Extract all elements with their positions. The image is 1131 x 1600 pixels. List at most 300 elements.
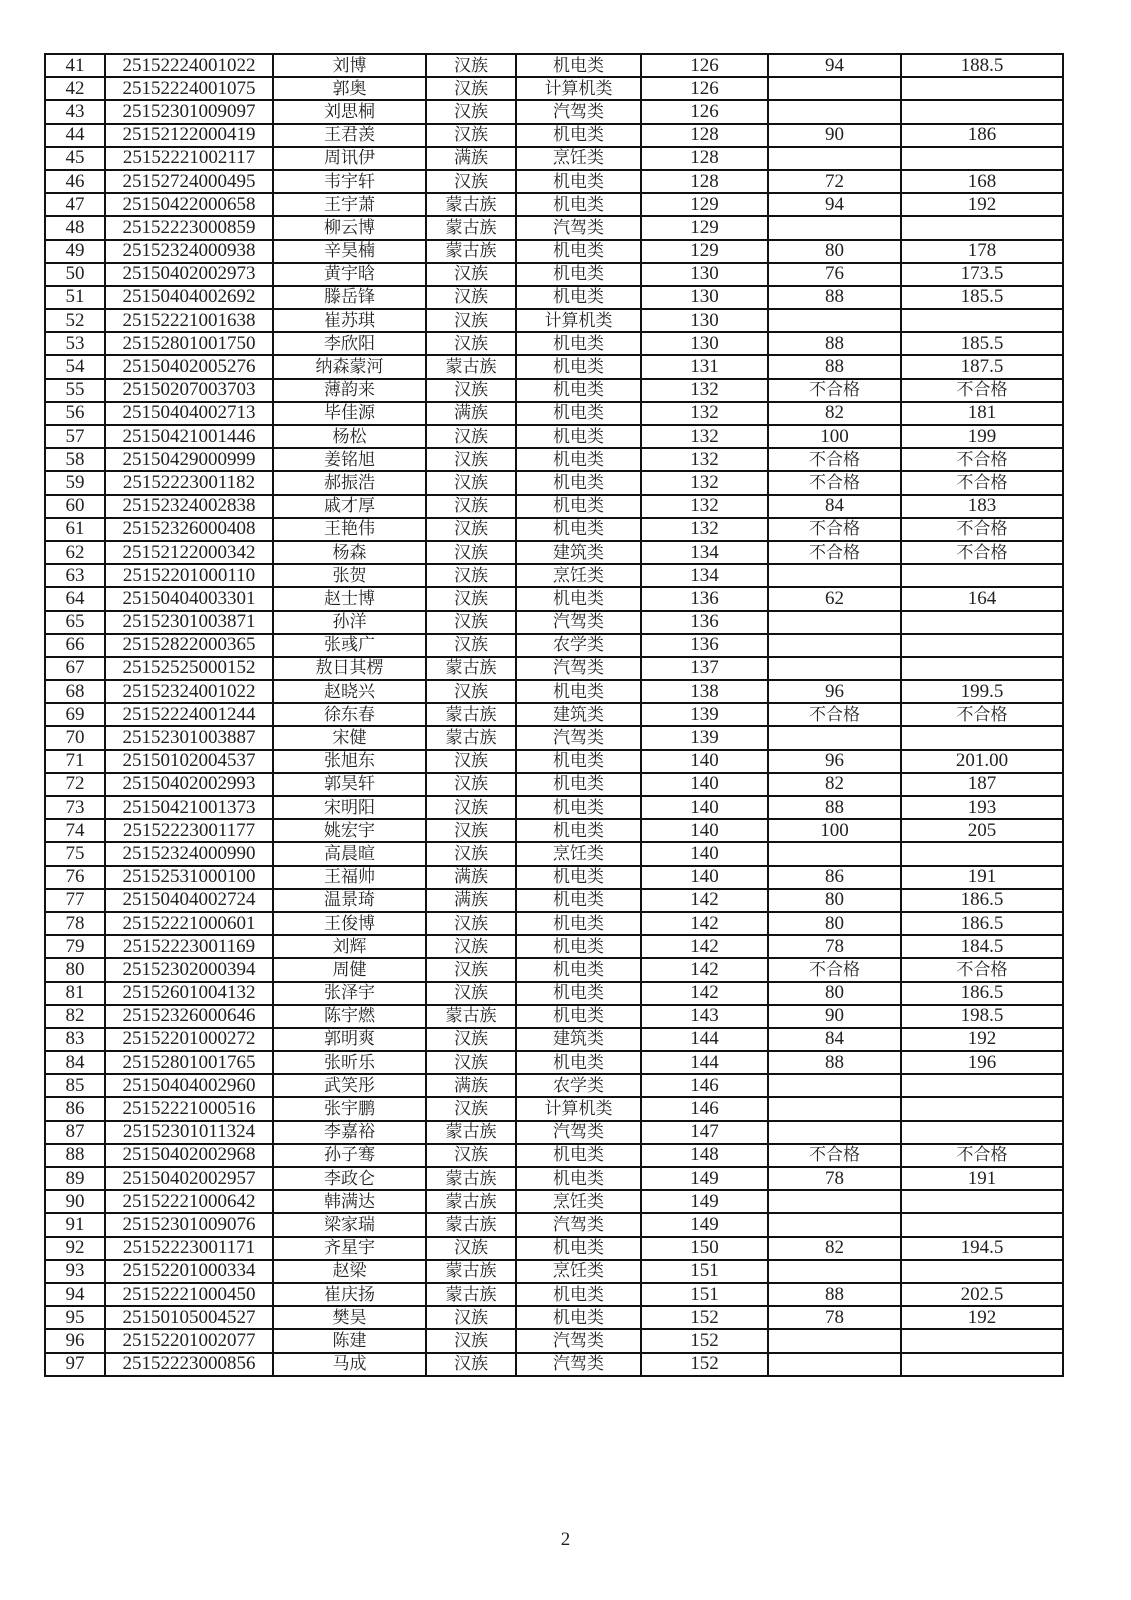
name-cell: 杨森 — [273, 541, 426, 564]
score-cell: 130 — [641, 332, 768, 355]
ethnicity-cell: 汉族 — [426, 773, 516, 796]
name-cell: 孙洋 — [273, 611, 426, 634]
seq-no-cell: 70 — [45, 726, 105, 749]
score-cell: 144 — [641, 1051, 768, 1074]
name-cell: 薄韵来 — [273, 379, 426, 402]
skill-score-cell — [768, 147, 901, 170]
name-cell: 王君羡 — [273, 124, 426, 147]
score-cell: 146 — [641, 1097, 768, 1120]
category-cell: 机电类 — [516, 332, 641, 355]
exam-id-cell: 25150421001446 — [105, 425, 273, 448]
seq-no-cell: 96 — [45, 1329, 105, 1352]
category-cell: 计算机类 — [516, 1097, 641, 1120]
skill-score-cell — [768, 1121, 901, 1144]
table-row — [45, 240, 1063, 263]
name-cell: 赵士博 — [273, 587, 426, 610]
ethnicity-cell: 蒙古族 — [426, 703, 516, 726]
exam-id-cell: 25150402002993 — [105, 773, 273, 796]
total-score-cell: 196 — [901, 1051, 1063, 1074]
score-cell: 140 — [641, 866, 768, 889]
score-cell: 130 — [641, 263, 768, 286]
skill-score-cell: 62 — [768, 587, 901, 610]
seq-no-cell: 67 — [45, 657, 105, 680]
table-row — [45, 1074, 1063, 1097]
table-row — [45, 402, 1063, 425]
exam-id-cell: 25150402005276 — [105, 355, 273, 378]
name-cell: 高晨暄 — [273, 842, 426, 865]
ethnicity-cell: 汉族 — [426, 912, 516, 935]
seq-no-cell: 54 — [45, 355, 105, 378]
seq-no-cell: 42 — [45, 77, 105, 100]
category-cell: 机电类 — [516, 448, 641, 471]
table-row — [45, 518, 1063, 541]
table-row — [45, 773, 1063, 796]
table-row — [45, 541, 1063, 564]
exam-id-cell: 25152324002838 — [105, 495, 273, 518]
category-cell: 机电类 — [516, 1283, 641, 1306]
seq-no-cell: 73 — [45, 796, 105, 819]
table-row — [45, 564, 1063, 587]
exam-id-cell: 25152223000856 — [105, 1353, 273, 1376]
score-cell: 132 — [641, 518, 768, 541]
category-cell: 建筑类 — [516, 1028, 641, 1051]
score-cell: 150 — [641, 1237, 768, 1260]
name-cell: 郭明爽 — [273, 1028, 426, 1051]
total-score-cell: 164 — [901, 587, 1063, 610]
name-cell: 姚宏宇 — [273, 819, 426, 842]
skill-score-cell: 80 — [768, 889, 901, 912]
score-cell: 143 — [641, 1005, 768, 1028]
seq-no-cell: 41 — [45, 54, 105, 77]
name-cell: 赵梁 — [273, 1260, 426, 1283]
table-row — [45, 1167, 1063, 1190]
skill-score-cell: 不合格 — [768, 379, 901, 402]
seq-no-cell: 68 — [45, 680, 105, 703]
name-cell: 敖日其楞 — [273, 657, 426, 680]
skill-score-cell — [768, 1074, 901, 1097]
seq-no-cell: 71 — [45, 750, 105, 773]
score-cell: 147 — [641, 1121, 768, 1144]
score-cell: 129 — [641, 193, 768, 216]
name-cell: 黄宇晗 — [273, 263, 426, 286]
exam-id-cell: 25152201002077 — [105, 1329, 273, 1352]
name-cell: 崔苏琪 — [273, 309, 426, 332]
total-score-cell: 186.5 — [901, 889, 1063, 912]
table-row — [45, 1005, 1063, 1028]
ethnicity-cell: 汉族 — [426, 309, 516, 332]
ethnicity-cell: 汉族 — [426, 842, 516, 865]
skill-score-cell: 不合格 — [768, 703, 901, 726]
skill-score-cell: 80 — [768, 240, 901, 263]
ethnicity-cell: 蒙古族 — [426, 355, 516, 378]
ethnicity-cell: 蒙古族 — [426, 657, 516, 680]
skill-score-cell — [768, 1097, 901, 1120]
ethnicity-cell: 汉族 — [426, 1144, 516, 1167]
ethnicity-cell: 蒙古族 — [426, 726, 516, 749]
total-score-cell — [901, 611, 1063, 634]
total-score-cell: 185.5 — [901, 332, 1063, 355]
total-score-cell: 不合格 — [901, 448, 1063, 471]
category-cell: 计算机类 — [516, 77, 641, 100]
name-cell: 张彧广 — [273, 634, 426, 657]
seq-no-cell: 87 — [45, 1121, 105, 1144]
skill-score-cell: 88 — [768, 332, 901, 355]
ethnicity-cell: 汉族 — [426, 518, 516, 541]
table-row — [45, 958, 1063, 981]
skill-score-cell: 100 — [768, 819, 901, 842]
total-score-cell: 192 — [901, 193, 1063, 216]
table-row — [45, 1353, 1063, 1376]
exam-id-cell: 25150404003301 — [105, 587, 273, 610]
category-cell: 机电类 — [516, 1237, 641, 1260]
name-cell: 韩满达 — [273, 1190, 426, 1213]
score-cell: 131 — [641, 355, 768, 378]
ethnicity-cell: 汉族 — [426, 1353, 516, 1376]
skill-score-cell: 78 — [768, 1306, 901, 1329]
name-cell: 王俊博 — [273, 912, 426, 935]
skill-score-cell — [768, 1329, 901, 1352]
ethnicity-cell: 蒙古族 — [426, 1005, 516, 1028]
category-cell: 农学类 — [516, 634, 641, 657]
score-cell: 149 — [641, 1167, 768, 1190]
exam-id-cell: 25152531000100 — [105, 866, 273, 889]
seq-no-cell: 84 — [45, 1051, 105, 1074]
table-row — [45, 332, 1063, 355]
ethnicity-cell: 汉族 — [426, 634, 516, 657]
table-row — [45, 216, 1063, 239]
score-cell: 152 — [641, 1306, 768, 1329]
total-score-cell: 不合格 — [901, 1144, 1063, 1167]
exam-id-cell: 25152223001177 — [105, 819, 273, 842]
total-score-cell: 184.5 — [901, 935, 1063, 958]
category-cell: 汽驾类 — [516, 1329, 641, 1352]
ethnicity-cell: 汉族 — [426, 564, 516, 587]
score-cell: 149 — [641, 1213, 768, 1236]
skill-score-cell — [768, 100, 901, 123]
category-cell: 烹饪类 — [516, 1190, 641, 1213]
total-score-cell — [901, 1097, 1063, 1120]
skill-score-cell: 82 — [768, 773, 901, 796]
category-cell: 烹饪类 — [516, 147, 641, 170]
skill-score-cell: 86 — [768, 866, 901, 889]
name-cell: 王艳伟 — [273, 518, 426, 541]
skill-score-cell — [768, 1353, 901, 1376]
exam-id-cell: 25150404002960 — [105, 1074, 273, 1097]
seq-no-cell: 76 — [45, 866, 105, 889]
score-cell: 146 — [641, 1074, 768, 1097]
seq-no-cell: 56 — [45, 402, 105, 425]
name-cell: 郝振浩 — [273, 471, 426, 494]
total-score-cell — [901, 1260, 1063, 1283]
ethnicity-cell: 汉族 — [426, 495, 516, 518]
category-cell: 汽驾类 — [516, 100, 641, 123]
name-cell: 周讯伊 — [273, 147, 426, 170]
seq-no-cell: 79 — [45, 935, 105, 958]
exam-id-cell: 25152525000152 — [105, 657, 273, 680]
name-cell: 樊昊 — [273, 1306, 426, 1329]
skill-score-cell: 80 — [768, 912, 901, 935]
name-cell: 刘博 — [273, 54, 426, 77]
ethnicity-cell: 汉族 — [426, 100, 516, 123]
table-row — [45, 1097, 1063, 1120]
name-cell: 辛昊楠 — [273, 240, 426, 263]
name-cell: 武笑彤 — [273, 1074, 426, 1097]
category-cell: 机电类 — [516, 425, 641, 448]
seq-no-cell: 82 — [45, 1005, 105, 1028]
score-cell: 140 — [641, 773, 768, 796]
exam-id-cell: 25152201000272 — [105, 1028, 273, 1051]
name-cell: 李嘉裕 — [273, 1121, 426, 1144]
exam-id-cell: 25152324000938 — [105, 240, 273, 263]
category-cell: 机电类 — [516, 866, 641, 889]
seq-no-cell: 80 — [45, 958, 105, 981]
total-score-cell: 194.5 — [901, 1237, 1063, 1260]
category-cell: 汽驾类 — [516, 726, 641, 749]
total-score-cell: 192 — [901, 1306, 1063, 1329]
page-number: 2 — [560, 1529, 571, 1550]
seq-no-cell: 88 — [45, 1144, 105, 1167]
category-cell: 机电类 — [516, 471, 641, 494]
skill-score-cell: 不合格 — [768, 518, 901, 541]
skill-score-cell: 不合格 — [768, 541, 901, 564]
table-row — [45, 1051, 1063, 1074]
exam-id-cell: 25152324001022 — [105, 680, 273, 703]
seq-no-cell: 47 — [45, 193, 105, 216]
exam-id-cell: 25152326000646 — [105, 1005, 273, 1028]
total-score-cell — [901, 1074, 1063, 1097]
category-cell: 机电类 — [516, 495, 641, 518]
name-cell: 姜铭旭 — [273, 448, 426, 471]
table-row — [45, 1190, 1063, 1213]
total-score-cell: 不合格 — [901, 471, 1063, 494]
seq-no-cell: 81 — [45, 982, 105, 1005]
seq-no-cell: 44 — [45, 124, 105, 147]
seq-no-cell: 52 — [45, 309, 105, 332]
name-cell: 李欣阳 — [273, 332, 426, 355]
total-score-cell: 186 — [901, 124, 1063, 147]
exam-id-cell: 25150404002713 — [105, 402, 273, 425]
skill-score-cell — [768, 611, 901, 634]
ethnicity-cell: 汉族 — [426, 170, 516, 193]
category-cell: 机电类 — [516, 982, 641, 1005]
table-row — [45, 193, 1063, 216]
category-cell: 烹饪类 — [516, 564, 641, 587]
name-cell: 梁家瑞 — [273, 1213, 426, 1236]
name-cell: 王宇萧 — [273, 193, 426, 216]
skill-score-cell: 78 — [768, 935, 901, 958]
score-cell: 128 — [641, 124, 768, 147]
skill-score-cell: 90 — [768, 124, 901, 147]
seq-no-cell: 51 — [45, 286, 105, 309]
exam-id-cell: 25152221000601 — [105, 912, 273, 935]
score-cell: 136 — [641, 611, 768, 634]
ethnicity-cell: 汉族 — [426, 750, 516, 773]
name-cell: 纳森蒙河 — [273, 355, 426, 378]
exam-id-cell: 25152601004132 — [105, 982, 273, 1005]
table-body — [45, 54, 1063, 1376]
table-row — [45, 1144, 1063, 1167]
score-cell: 130 — [641, 286, 768, 309]
table-row — [45, 425, 1063, 448]
table-row — [45, 1329, 1063, 1352]
total-score-cell — [901, 564, 1063, 587]
table-row — [45, 982, 1063, 1005]
category-cell: 建筑类 — [516, 703, 641, 726]
name-cell: 孙子骞 — [273, 1144, 426, 1167]
total-score-cell — [901, 1121, 1063, 1144]
name-cell: 毕佳源 — [273, 402, 426, 425]
total-score-cell: 173.5 — [901, 263, 1063, 286]
score-cell: 142 — [641, 982, 768, 1005]
category-cell: 农学类 — [516, 1074, 641, 1097]
table-row — [45, 587, 1063, 610]
exam-id-cell: 25150102004537 — [105, 750, 273, 773]
skill-score-cell: 94 — [768, 54, 901, 77]
exam-id-cell: 25152301009076 — [105, 1213, 273, 1236]
category-cell: 机电类 — [516, 912, 641, 935]
category-cell: 机电类 — [516, 1051, 641, 1074]
seq-no-cell: 72 — [45, 773, 105, 796]
score-cell: 139 — [641, 726, 768, 749]
ethnicity-cell: 蒙古族 — [426, 1167, 516, 1190]
ethnicity-cell: 汉族 — [426, 1028, 516, 1051]
name-cell: 张贺 — [273, 564, 426, 587]
category-cell: 机电类 — [516, 796, 641, 819]
total-score-cell: 202.5 — [901, 1283, 1063, 1306]
table-row — [45, 912, 1063, 935]
total-score-cell — [901, 309, 1063, 332]
exam-id-cell: 25152221002117 — [105, 147, 273, 170]
score-cell: 129 — [641, 240, 768, 263]
skill-score-cell — [768, 216, 901, 239]
category-cell: 汽驾类 — [516, 657, 641, 680]
ethnicity-cell: 汉族 — [426, 263, 516, 286]
score-cell: 151 — [641, 1283, 768, 1306]
category-cell: 汽驾类 — [516, 1213, 641, 1236]
ethnicity-cell: 汉族 — [426, 1051, 516, 1074]
category-cell: 计算机类 — [516, 309, 641, 332]
skill-score-cell: 76 — [768, 263, 901, 286]
seq-no-cell: 46 — [45, 170, 105, 193]
exam-id-cell: 25152221001638 — [105, 309, 273, 332]
table-row — [45, 124, 1063, 147]
category-cell: 机电类 — [516, 1306, 641, 1329]
table-row — [45, 703, 1063, 726]
exam-id-cell: 25150404002724 — [105, 889, 273, 912]
table-row — [45, 796, 1063, 819]
ethnicity-cell: 汉族 — [426, 541, 516, 564]
total-score-cell: 不合格 — [901, 541, 1063, 564]
table-row — [45, 842, 1063, 865]
category-cell: 汽驾类 — [516, 1121, 641, 1144]
score-cell: 142 — [641, 889, 768, 912]
seq-no-cell: 92 — [45, 1237, 105, 1260]
ethnicity-cell: 汉族 — [426, 54, 516, 77]
ethnicity-cell: 满族 — [426, 402, 516, 425]
seq-no-cell: 57 — [45, 425, 105, 448]
seq-no-cell: 97 — [45, 1353, 105, 1376]
name-cell: 赵晓兴 — [273, 680, 426, 703]
ethnicity-cell: 汉族 — [426, 587, 516, 610]
category-cell: 机电类 — [516, 355, 641, 378]
exam-id-cell: 25152302000394 — [105, 958, 273, 981]
skill-score-cell — [768, 309, 901, 332]
ethnicity-cell: 蒙古族 — [426, 1260, 516, 1283]
exam-id-cell: 25152221000516 — [105, 1097, 273, 1120]
category-cell: 机电类 — [516, 1167, 641, 1190]
total-score-cell — [901, 634, 1063, 657]
table-row — [45, 726, 1063, 749]
score-cell: 130 — [641, 309, 768, 332]
total-score-cell: 192 — [901, 1028, 1063, 1051]
ethnicity-cell: 汉族 — [426, 379, 516, 402]
seq-no-cell: 95 — [45, 1306, 105, 1329]
exam-id-cell: 25152201000110 — [105, 564, 273, 587]
category-cell: 建筑类 — [516, 541, 641, 564]
ethnicity-cell: 满族 — [426, 889, 516, 912]
table-row — [45, 77, 1063, 100]
total-score-cell — [901, 657, 1063, 680]
category-cell: 机电类 — [516, 889, 641, 912]
total-score-cell: 不合格 — [901, 518, 1063, 541]
exam-id-cell: 25152224001075 — [105, 77, 273, 100]
ethnicity-cell: 蒙古族 — [426, 1121, 516, 1144]
score-cell: 148 — [641, 1144, 768, 1167]
score-cell: 134 — [641, 541, 768, 564]
name-cell: 齐星宇 — [273, 1237, 426, 1260]
category-cell: 机电类 — [516, 263, 641, 286]
skill-score-cell — [768, 1260, 901, 1283]
seq-no-cell: 63 — [45, 564, 105, 587]
skill-score-cell: 88 — [768, 1283, 901, 1306]
seq-no-cell: 49 — [45, 240, 105, 263]
table-row — [45, 286, 1063, 309]
table-row — [45, 379, 1063, 402]
table-row — [45, 355, 1063, 378]
skill-score-cell: 84 — [768, 1028, 901, 1051]
total-score-cell: 181 — [901, 402, 1063, 425]
category-cell: 烹饪类 — [516, 842, 641, 865]
exam-id-cell: 25150421001373 — [105, 796, 273, 819]
ethnicity-cell: 汉族 — [426, 611, 516, 634]
seq-no-cell: 62 — [45, 541, 105, 564]
ethnicity-cell: 满族 — [426, 1074, 516, 1097]
category-cell: 机电类 — [516, 54, 641, 77]
skill-score-cell — [768, 634, 901, 657]
seq-no-cell: 69 — [45, 703, 105, 726]
exam-id-cell: 25152224001022 — [105, 54, 273, 77]
name-cell: 刘辉 — [273, 935, 426, 958]
total-score-cell: 193 — [901, 796, 1063, 819]
seq-no-cell: 74 — [45, 819, 105, 842]
seq-no-cell: 86 — [45, 1097, 105, 1120]
score-cell: 152 — [641, 1329, 768, 1352]
ethnicity-cell: 汉族 — [426, 286, 516, 309]
table-row — [45, 1306, 1063, 1329]
total-score-cell — [901, 216, 1063, 239]
score-cell: 129 — [641, 216, 768, 239]
score-cell: 149 — [641, 1190, 768, 1213]
exam-id-cell: 25150402002973 — [105, 263, 273, 286]
score-cell: 144 — [641, 1028, 768, 1051]
skill-score-cell — [768, 77, 901, 100]
name-cell: 张旭东 — [273, 750, 426, 773]
total-score-cell — [901, 842, 1063, 865]
skill-score-cell: 94 — [768, 193, 901, 216]
table-row — [45, 495, 1063, 518]
total-score-cell: 186.5 — [901, 982, 1063, 1005]
exam-id-cell: 25152301011324 — [105, 1121, 273, 1144]
